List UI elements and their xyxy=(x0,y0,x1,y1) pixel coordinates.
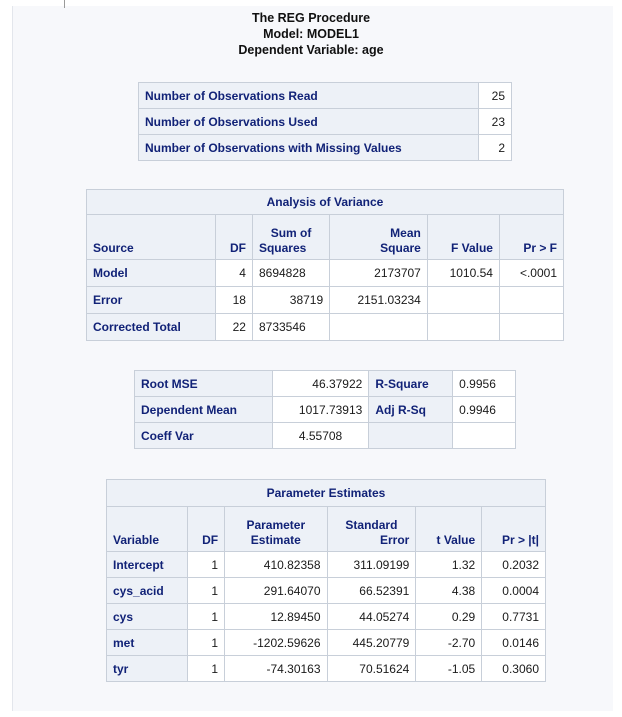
model-title: Model: MODEL1 xyxy=(263,27,359,41)
observations-table xyxy=(138,82,512,161)
fit-value: 0.9946 xyxy=(453,397,516,423)
col-pr-t: Pr > |t| xyxy=(482,507,546,552)
cell-f: 1010.54 xyxy=(427,260,499,287)
observations-label: Number of Observations with Missing Values xyxy=(139,135,479,161)
procedure-titles xyxy=(0,10,622,58)
fit-label: Root MSE xyxy=(135,371,273,397)
table-row xyxy=(107,578,546,604)
table-row xyxy=(107,480,546,507)
table-row xyxy=(135,423,516,449)
observations-value: 23 xyxy=(479,109,512,135)
cell-ss: 8694828 xyxy=(252,260,329,287)
cell-t-value: -2.70 xyxy=(416,630,482,656)
row-label: cys xyxy=(107,604,188,630)
cell-std-error: 66.52391 xyxy=(327,578,416,604)
col-sum-of-squares-line1: Sum of xyxy=(270,226,312,240)
row-label: Intercept xyxy=(107,552,188,578)
fit-label xyxy=(369,423,453,449)
col-standard-error-line2: Error xyxy=(380,533,410,547)
fit-value: 0.9956 xyxy=(453,371,516,397)
cell-p: <.0001 xyxy=(499,260,563,287)
cell-f xyxy=(427,287,499,314)
dependent-variable-title: Dependent Variable: age xyxy=(238,43,384,57)
params-title: Parameter Estimates xyxy=(107,480,546,507)
cell-std-error: 70.51624 xyxy=(327,656,416,682)
table-row xyxy=(107,656,546,682)
observations-value: 2 xyxy=(479,135,512,161)
cell-df: 1 xyxy=(188,578,225,604)
table-row xyxy=(107,604,546,630)
table-row xyxy=(87,287,564,314)
cell-df: 1 xyxy=(188,630,225,656)
fit-value xyxy=(453,423,516,449)
col-standard-error xyxy=(327,507,416,552)
table-row xyxy=(87,314,564,341)
table-row xyxy=(135,371,516,397)
cell-f xyxy=(427,314,499,341)
table-row xyxy=(87,215,564,260)
fit-value: 46.37922 xyxy=(272,371,369,397)
col-mean-square xyxy=(330,215,428,260)
fit-label: Coeff Var xyxy=(135,423,273,449)
col-source: Source xyxy=(87,215,216,260)
row-label: Error xyxy=(87,287,216,314)
cell-estimate: -1202.59626 xyxy=(225,630,327,656)
cell-std-error: 311.09199 xyxy=(327,552,416,578)
fit-value: 4.55708 xyxy=(272,423,369,449)
observations-value: 25 xyxy=(479,83,512,109)
table-row xyxy=(107,630,546,656)
cell-std-error: 44.05274 xyxy=(327,604,416,630)
cell-t-value: -1.05 xyxy=(416,656,482,682)
cell-estimate: 291.64070 xyxy=(225,578,327,604)
cell-ss: 8733546 xyxy=(252,314,329,341)
cell-p-value: 0.2032 xyxy=(482,552,546,578)
cell-std-error: 445.20779 xyxy=(327,630,416,656)
divider-line xyxy=(64,0,65,8)
table-row xyxy=(107,507,546,552)
col-mean-square-line2: Square xyxy=(380,241,421,255)
table-row xyxy=(87,190,564,215)
cell-ms: 2151.03234 xyxy=(330,287,428,314)
cell-df: 1 xyxy=(188,552,225,578)
cell-t-value: 4.38 xyxy=(416,578,482,604)
cell-ms: 2173707 xyxy=(330,260,428,287)
cell-p-value: 0.0004 xyxy=(482,578,546,604)
col-pr-f: Pr > F xyxy=(499,215,563,260)
cell-df: 1 xyxy=(188,656,225,682)
cell-df: 22 xyxy=(215,314,252,341)
cell-p-value: 0.7731 xyxy=(482,604,546,630)
cell-p-value: 0.0146 xyxy=(482,630,546,656)
row-label: Corrected Total xyxy=(87,314,216,341)
fit-value: 1017.73913 xyxy=(272,397,369,423)
cell-p-value: 0.3060 xyxy=(482,656,546,682)
table-row xyxy=(135,397,516,423)
procedure-title: The REG Procedure xyxy=(251,11,371,25)
cell-estimate: -74.30163 xyxy=(225,656,327,682)
col-sum-of-squares-line2: Squares xyxy=(258,241,307,255)
table-row xyxy=(87,260,564,287)
fit-label: Dependent Mean xyxy=(135,397,273,423)
row-label: tyr xyxy=(107,656,188,682)
anova-title: Analysis of Variance xyxy=(87,190,564,215)
table-row xyxy=(139,83,512,109)
cell-estimate: 410.82358 xyxy=(225,552,327,578)
cell-estimate: 12.89450 xyxy=(225,604,327,630)
col-f-value: F Value xyxy=(427,215,499,260)
col-df: DF xyxy=(215,215,252,260)
cell-ss: 38719 xyxy=(252,287,329,314)
col-parameter-estimate-line2: Estimate xyxy=(250,533,301,547)
col-parameter-estimate-line1: Parameter xyxy=(246,518,306,532)
anova-table xyxy=(86,189,564,341)
cell-p xyxy=(499,314,563,341)
parameter-estimates-table xyxy=(106,479,546,682)
fit-label: R-Square xyxy=(369,371,453,397)
table-row xyxy=(139,109,512,135)
cell-t-value: 1.32 xyxy=(416,552,482,578)
cell-ms xyxy=(330,314,428,341)
observations-label: Number of Observations Read xyxy=(139,83,479,109)
col-variable: Variable xyxy=(107,507,188,552)
cell-df: 4 xyxy=(215,260,252,287)
col-t-value: t Value xyxy=(416,507,482,552)
fit-statistics-table xyxy=(134,370,516,449)
table-row xyxy=(139,135,512,161)
observations-label: Number of Observations Used xyxy=(139,109,479,135)
cell-df: 1 xyxy=(188,604,225,630)
col-mean-square-line1: Mean xyxy=(390,226,421,240)
row-label: cys_acid xyxy=(107,578,188,604)
fit-label: Adj R-Sq xyxy=(369,397,453,423)
row-label: met xyxy=(107,630,188,656)
col-sum-of-squares xyxy=(252,215,329,260)
cell-t-value: 0.29 xyxy=(416,604,482,630)
table-row xyxy=(107,552,546,578)
cell-p xyxy=(499,287,563,314)
cell-df: 18 xyxy=(215,287,252,314)
row-label: Model xyxy=(87,260,216,287)
col-parameter-estimate xyxy=(225,507,327,552)
col-df: DF xyxy=(188,507,225,552)
col-standard-error-line1: Standard xyxy=(345,518,398,532)
